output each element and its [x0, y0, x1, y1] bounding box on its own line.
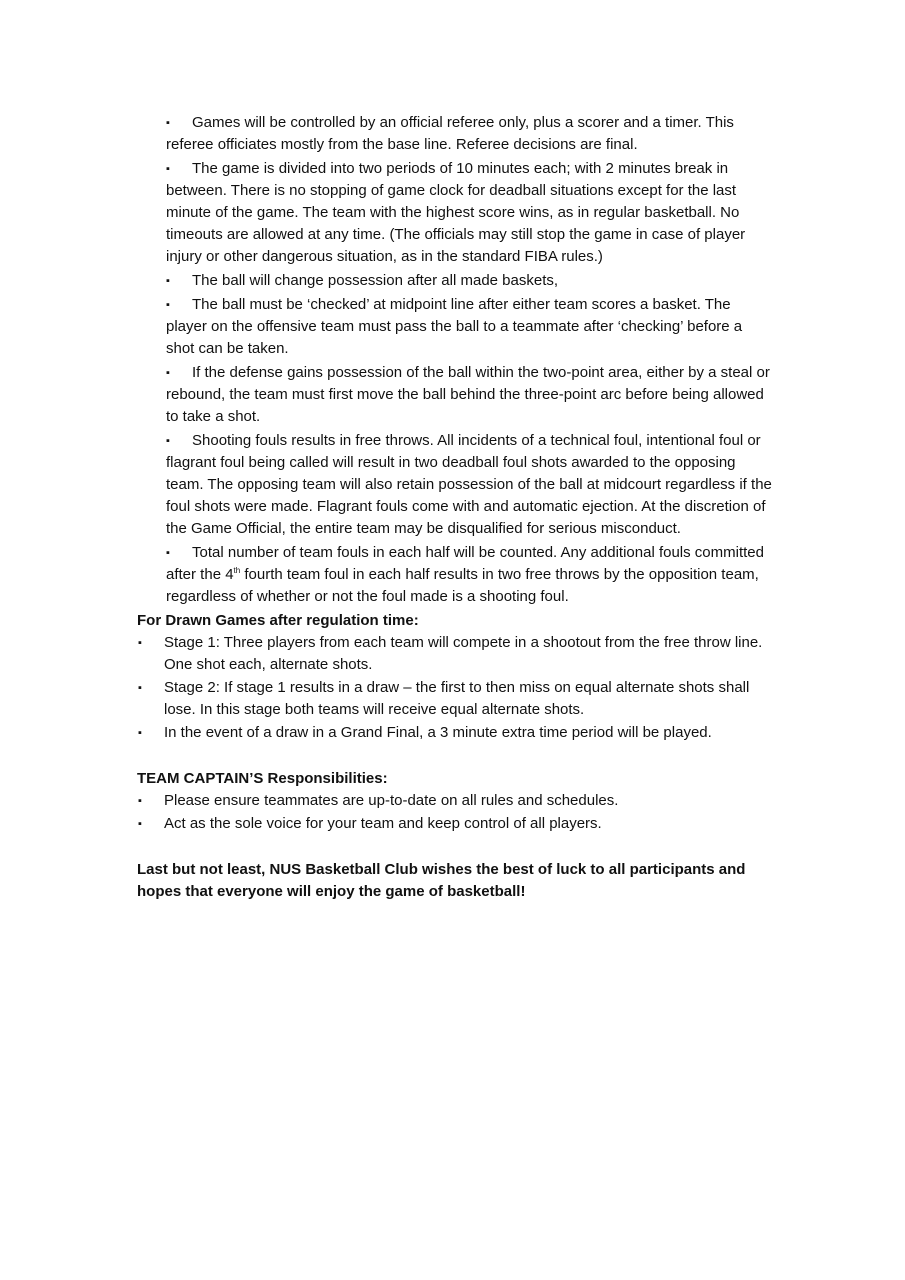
bullet-icon: ▪	[138, 795, 142, 807]
closing-statement: Last but not least, NUS Basketball Club wishes the best of luck to all participants and hopes that everyone will enjoy the game of basketball!	[137, 861, 746, 900]
rule-item-team-fouls	[166, 542, 772, 608]
fouls-text-start: Total number of team fouls in each half will be counted. Any additional fouls committed after the 4	[166, 544, 764, 583]
closing-section	[137, 859, 777, 903]
rule-item-referee	[166, 112, 772, 156]
fouls-text-end: fourth team foul in each half results in two free throws by the opposition team, regardless of whether or not the foul made is a shooting foul.	[166, 566, 759, 605]
list-item-stage-2	[137, 677, 777, 721]
drawn-games-list	[137, 632, 777, 744]
rule-text: The ball will change possession after all made baskets,	[192, 272, 559, 289]
list-item-text: Stage 1: Three players from each team will compete in a shootout from the free throw line. One shot each, alternate shots.	[164, 634, 763, 673]
rule-item-shooting-fouls	[166, 430, 772, 540]
list-item-stage-1	[137, 632, 777, 676]
bullet-icon: ▪	[138, 637, 142, 649]
captain-heading: TEAM CAPTAIN’S Responsibilities:	[137, 770, 388, 787]
bullet-icon: ▪	[166, 299, 170, 311]
rule-text: Shooting fouls results in free throws. All incidents of a technical foul, intentional foul or flagrant foul being called will result in two deadball foul shots awarded to the opposing team. The opposing team will also retain possession of the ball at midcourt regardless if the foul shots were made. Flagrant fouls come with and automatic ejection. At the discretion of the Game Official, the entire team may be disqualified for serious misconduct.	[166, 432, 772, 537]
rule-text: The ball must be ‘checked’ at midpoint line after either team scores a basket. The player on the offensive team must pass the ball to a teammate after ‘checking’ before a shot can be taken.	[166, 296, 743, 357]
bullet-icon: ▪	[138, 727, 142, 739]
document-page	[0, 112, 905, 903]
rule-item-periods	[166, 158, 772, 268]
rule-text: If the defense gains possession of the ball within the two-point area, either by a steal or rebound, the team must first move the ball behind the three-point arc before being allowed to take a shot.	[166, 364, 770, 425]
rule-item-checked	[166, 294, 772, 360]
rule-item-possession	[166, 270, 772, 292]
bullet-icon: ▪	[166, 163, 170, 175]
rule-text	[166, 544, 764, 605]
bullet-icon: ▪	[138, 818, 142, 830]
list-item-ensure-rules	[137, 790, 777, 812]
list-item-text: Stage 2: If stage 1 results in a draw – the first to then miss on equal alternate shots shall lose. In this stage both teams will receive equal alternate shots.	[164, 679, 750, 718]
list-item-grand-final	[137, 722, 777, 744]
bullet-icon: ▪	[138, 682, 142, 694]
bullet-icon: ▪	[166, 547, 170, 559]
game-rules-list	[0, 112, 905, 608]
captain-section	[137, 768, 777, 835]
bullet-icon: ▪	[166, 275, 170, 287]
list-item-text: Please ensure teammates are up-to-date on all rules and schedules.	[164, 792, 619, 809]
drawn-games-section	[137, 610, 777, 744]
captain-list	[137, 790, 777, 835]
list-item-sole-voice	[137, 813, 777, 835]
drawn-games-heading: For Drawn Games after regulation time:	[137, 612, 419, 629]
bullet-icon: ▪	[166, 117, 170, 129]
ordinal-superscript: th	[233, 566, 241, 575]
rule-item-defense	[166, 362, 772, 428]
rule-text: The game is divided into two periods of 10 minutes each; with 2 minutes break in between. There is no stopping of game clock for deadball situations except for the last minute of the game. The team with the highest score wins, as in regular basketball. No timeouts are allowed at any time. (The officials may still stop the game in case of player injury or other dangerous situation, as in the standard FIBA rules.)	[166, 160, 746, 265]
bullet-icon: ▪	[166, 367, 170, 379]
rule-text: Games will be controlled by an official referee only, plus a scorer and a timer. This referee officiates mostly from the base line. Referee decisions are final.	[166, 114, 734, 153]
list-item-text: In the event of a draw in a Grand Final, a 3 minute extra time period will be played.	[164, 724, 712, 741]
bullet-icon: ▪	[166, 435, 170, 447]
list-item-text: Act as the sole voice for your team and keep control of all players.	[164, 815, 602, 832]
